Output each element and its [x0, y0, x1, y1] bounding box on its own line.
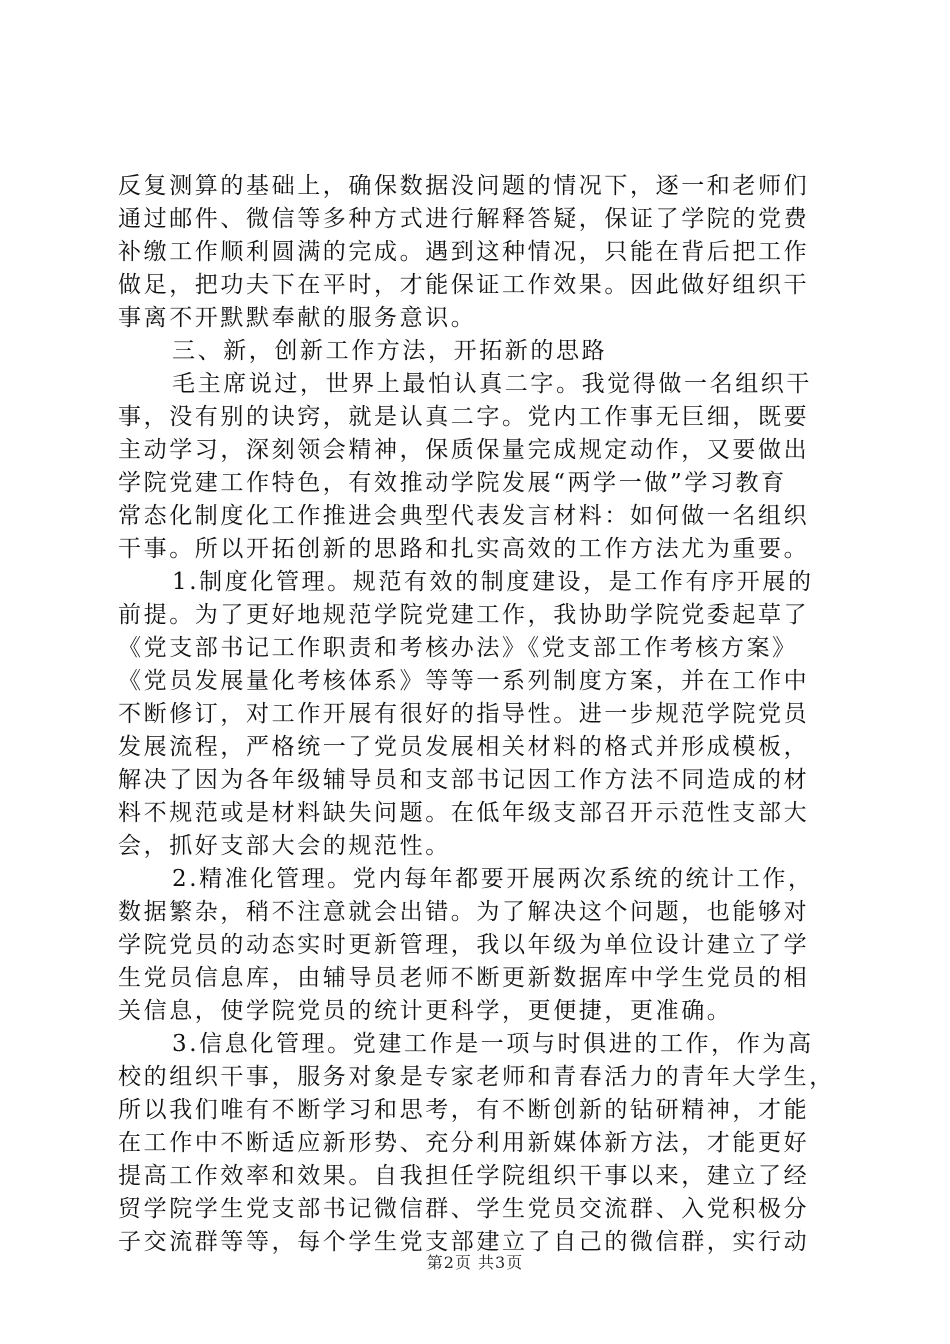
text-line: 补缴工作顺利圆满的完成。遇到这种情况，只能在背后把工作	[118, 239, 810, 265]
text-line: 前提。为了更好地规范学院党建工作，我协助学院党委起草了	[118, 602, 810, 628]
text-line: 解决了因为各年级辅导员和支部书记因工作方法不同造成的材	[118, 767, 810, 793]
text-line: 三、新，创新工作方法，开拓新的思路	[172, 338, 608, 364]
text-line: 在工作中不断适应新形势、充分利用新媒体新方法，才能更好	[118, 1130, 810, 1156]
text-line: 主动学习，深刻领会精神，保质保量完成规定动作，又要做出	[118, 437, 810, 463]
text-line: 学院党建工作特色，有效推动学院发展“两学一做”学习教育	[118, 470, 787, 496]
text-line: 校的组织干事，服务对象是专家老师和青春活力的青年大学生，	[118, 1064, 835, 1090]
text-line: 毛主席说过，世界上最怕认真二字。我觉得做一名组织干	[172, 371, 812, 397]
text-line: 学院党员的动态实时更新管理，我以年级为单位设计建立了学	[118, 932, 810, 958]
text-line: 2.精准化管理。党内每年都要开展两次系统的统计工作，	[172, 866, 814, 892]
text-line: 所以我们唯有不断学习和思考，有不断创新的钻研精神，才能	[118, 1097, 810, 1123]
text-line: 干事。所以开拓创新的思路和扎实高效的工作方法尤为重要。	[118, 536, 810, 562]
text-line: 不断修订，对工作开展有很好的指导性。进一步规范学院党员	[118, 701, 810, 727]
text-line: 常态化制度化工作推进会典型代表发言材料：如何做一名组织	[118, 503, 810, 529]
text-line: 料不规范或是材料缺失问题。在低年级支部召开示范性支部大	[118, 800, 810, 826]
text-line: 事，没有别的诀窍，就是认真二字。党内工作事无巨细，既要	[118, 404, 810, 430]
text-line: 子交流群等等，每个学生党支部建立了自己的微信群，实行动	[118, 1229, 810, 1255]
text-line: 发展流程，严格统一了党员发展相关材料的格式并形成模板，	[118, 734, 810, 760]
text-line: 贸学院学生党支部书记微信群、学生党员交流群、入党积极分	[118, 1196, 810, 1222]
page-footer: 第2页 共3页	[426, 1253, 524, 1272]
text-line: 1.制度化管理。规范有效的制度建设，是工作有序开展的	[172, 569, 814, 595]
text-line: 生党员信息库，由辅导员老师不断更新数据库中学生党员的相	[118, 965, 810, 991]
text-line: 做足，把功夫下在平时，才能保证工作效果。因此做好组织干	[118, 272, 810, 298]
text-line: 会，抓好支部大会的规范性。	[118, 833, 451, 859]
text-line: 《党员发展量化考核体系》等等一系列制度方案，并在工作中	[118, 668, 810, 694]
document-body	[118, 170, 838, 1259]
text-line: 《党支部书记工作职责和考核办法》《党支部工作考核方案》	[118, 635, 798, 661]
text-line: 提高工作效率和效果。自我担任学院组织干事以来，建立了经	[118, 1163, 810, 1189]
text-line: 事离不开默默奉献的服务意识。	[118, 305, 477, 331]
text-line: 通过邮件、微信等多种方式进行解释答疑，保证了学院的党费	[118, 206, 810, 232]
text-line: 3.信息化管理。党建工作是一项与时俱进的工作，作为高	[172, 1031, 814, 1057]
text-line: 反复测算的基础上，确保数据没问题的情况下，逐一和老师们	[118, 173, 810, 199]
text-line: 数据繁杂，稍不注意就会出错。为了解决这个问题，也能够对	[118, 899, 810, 925]
text-line: 关信息，使学院党员的统计更科学，更便捷，更准确。	[118, 998, 733, 1024]
